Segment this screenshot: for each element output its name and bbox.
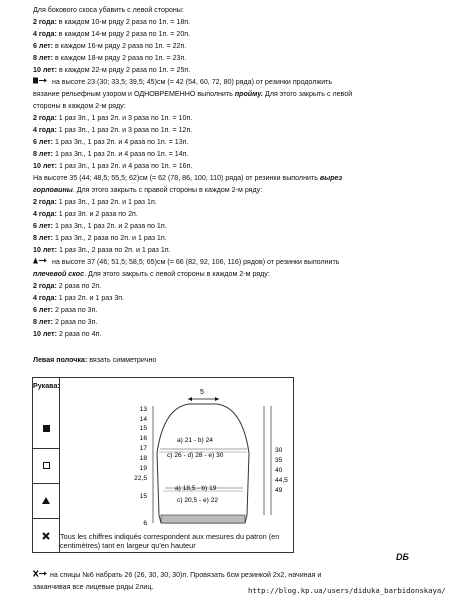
signature: DБ (396, 552, 409, 562)
line: 8 лет: 2 раза по 3п. (33, 318, 98, 327)
line: 2 года: 1 раз 3п., 1 раз 2п. и 1 раз 1п. (33, 198, 157, 207)
left-dimension-number: 14 (139, 416, 147, 423)
line: 4 года: 1 раз 3п., 1 раз 2п. и 3 раза по 1п. = 12п. (33, 126, 193, 135)
right-dimension-number: 44,5 (275, 477, 288, 484)
line: на высоте 23 (30; 33,5; 39,5; 45)см (= 42 (54, 60, 72, 80) ряда) от резинки продолжить (33, 76, 453, 88)
left-dimension-number: 15 (139, 425, 147, 432)
square-arrow-icon (33, 76, 47, 88)
line: 2 года: 2 раза по 2п. (33, 282, 102, 291)
lower-label-a: a) 18,5 - b) 19 (175, 485, 217, 492)
left-dimension-number: 15 (139, 493, 147, 500)
left-front-line: Левая полочка: вязать симметрично (33, 356, 157, 365)
line: 10 лет: 1 раз 3п., 2 раза по 2п. и 1 раз 1п. (33, 246, 171, 255)
diagram-note: Tous les chiffres indiqués correspondent aux mesures du patron (en centimètres) tant en largeur qu'en hauteur (60, 532, 280, 550)
left-dimension-number: 22,5 (134, 475, 147, 482)
right-dimension-number: 49 (275, 487, 283, 494)
upper-label-a: a) 21 - b) 24 (177, 437, 213, 444)
line: Для бокового скоса убавить с левой стороны: (33, 6, 184, 14)
footer-line: заканчивая все лицевые ряды 2лиц. (33, 583, 154, 592)
left-dimension-number: 16 (139, 435, 147, 442)
sleeve-diagram (32, 377, 294, 553)
cross-arrow-icon (33, 569, 47, 581)
right-dimension-number: 30 (275, 447, 283, 454)
line: 2 года: 1 раз 3п., 1 раз 2п. и 3 раза по 1п. = 10п. (33, 114, 193, 123)
line: 2 года: в каждом 10-м ряду 2 раза по 1п. = 18п. (33, 18, 191, 26)
line: горловины. Для этого закрыть с правой стороны в каждом 2-м ряду: (33, 186, 263, 195)
cuff-band (161, 515, 245, 523)
right-dimension-number: 40 (275, 467, 283, 474)
line: стороны в каждом 2-м ряду: (33, 102, 126, 111)
left-dimension-number: 18 (139, 455, 147, 462)
sleeve-heading: Рукава: (33, 382, 60, 391)
left-dimension-number: 19 (139, 465, 147, 472)
line: 8 лет: 1 раз 3п., 1 раз 2п. и 4 раза по 1п. = 14п. (33, 150, 189, 159)
symbol-column (33, 378, 60, 552)
line: 4 года: 1 раз 2п. и 1 раз 3п. (33, 294, 125, 303)
instructions (33, 4, 453, 392)
line: 10 лет: 1 раз 3п., 1 раз 2п. и 4 раза по 1п. = 16п. (33, 162, 193, 171)
left-dimension-number: 13 (139, 406, 147, 413)
left-dimension-number: 17 (139, 445, 147, 452)
sleeve-pattern (59, 378, 293, 554)
line: 8 лет: 1 раз 3п., 2 раза по 2п. и 1 раз 1п. (33, 234, 167, 243)
right-dimension-number: 35 (275, 457, 283, 464)
top-width-label: 5 (200, 389, 204, 396)
line: 6 лет: 1 раз 3п., 1 раз 2п. и 4 раза по 1п. = 13п. (33, 138, 189, 147)
line: 4 года: в каждом 14-м ряду 2 раза по 1п. = 20п. (33, 30, 191, 38)
square-outline-symbol-icon (33, 448, 59, 483)
line: вязание рельефным узором и ОДНОВРЕМЕННО выполнить пройму. Для этого закрыть с левой (33, 90, 353, 99)
line: 6 лет: в каждом 16-м ряду 2 раза по 1п. = 22п. (33, 42, 187, 50)
line: 10 лет: в каждом 22-м ряду 2 раза по 1п. = 25п. (33, 66, 191, 74)
triangle-symbol-icon (33, 483, 59, 518)
line: на высоте 37 (46; 51,5; 58,5; 65)см (= 66 (82, 92, 106, 116) рядов) от резинки выполнить (33, 256, 453, 268)
line: 6 лет: 1 раз 3п., 1 раз 2п. и 2 раза по 1п. (33, 222, 167, 231)
triangle-arrow-icon (33, 256, 47, 268)
line: плечевой скос. Для этого закрыть с левой стороны в каждом 2-м ряду: (33, 270, 270, 279)
upper-label-c: c) 26 - d) 28 - e) 30 (167, 452, 224, 459)
line: 6 лет: 2 раза по 3п. (33, 306, 98, 315)
square-symbol-icon (33, 408, 59, 448)
line: 4 года: 1 раз 3п. и 2 раза по 2п. (33, 210, 138, 219)
cross-symbol-icon (33, 518, 59, 554)
line: На высоте 35 (44; 48,5; 55,5; 62)см (= 62 (78, 86, 100, 110) ряда) от резинки выполнить вырез (33, 174, 343, 183)
line: 8 лет: в каждом 18-м ряду 2 раза по 1п. = 23п. (33, 54, 187, 62)
sleeve-outline (157, 404, 249, 523)
footer-line: на спицы №6 набрать 26 (26, 30, 30, 30)п. Провязать 6см резинкой 2х2, начиная и (33, 569, 453, 581)
source-url: http://blog.kp.ua/users/diduka_barbidonskaya/ (248, 586, 446, 595)
lower-label-c: c) 20,5 - e) 22 (177, 497, 219, 504)
line: 10 лет: 2 раза по 4п. (33, 330, 102, 339)
left-dimension-number: 6 (143, 520, 147, 527)
